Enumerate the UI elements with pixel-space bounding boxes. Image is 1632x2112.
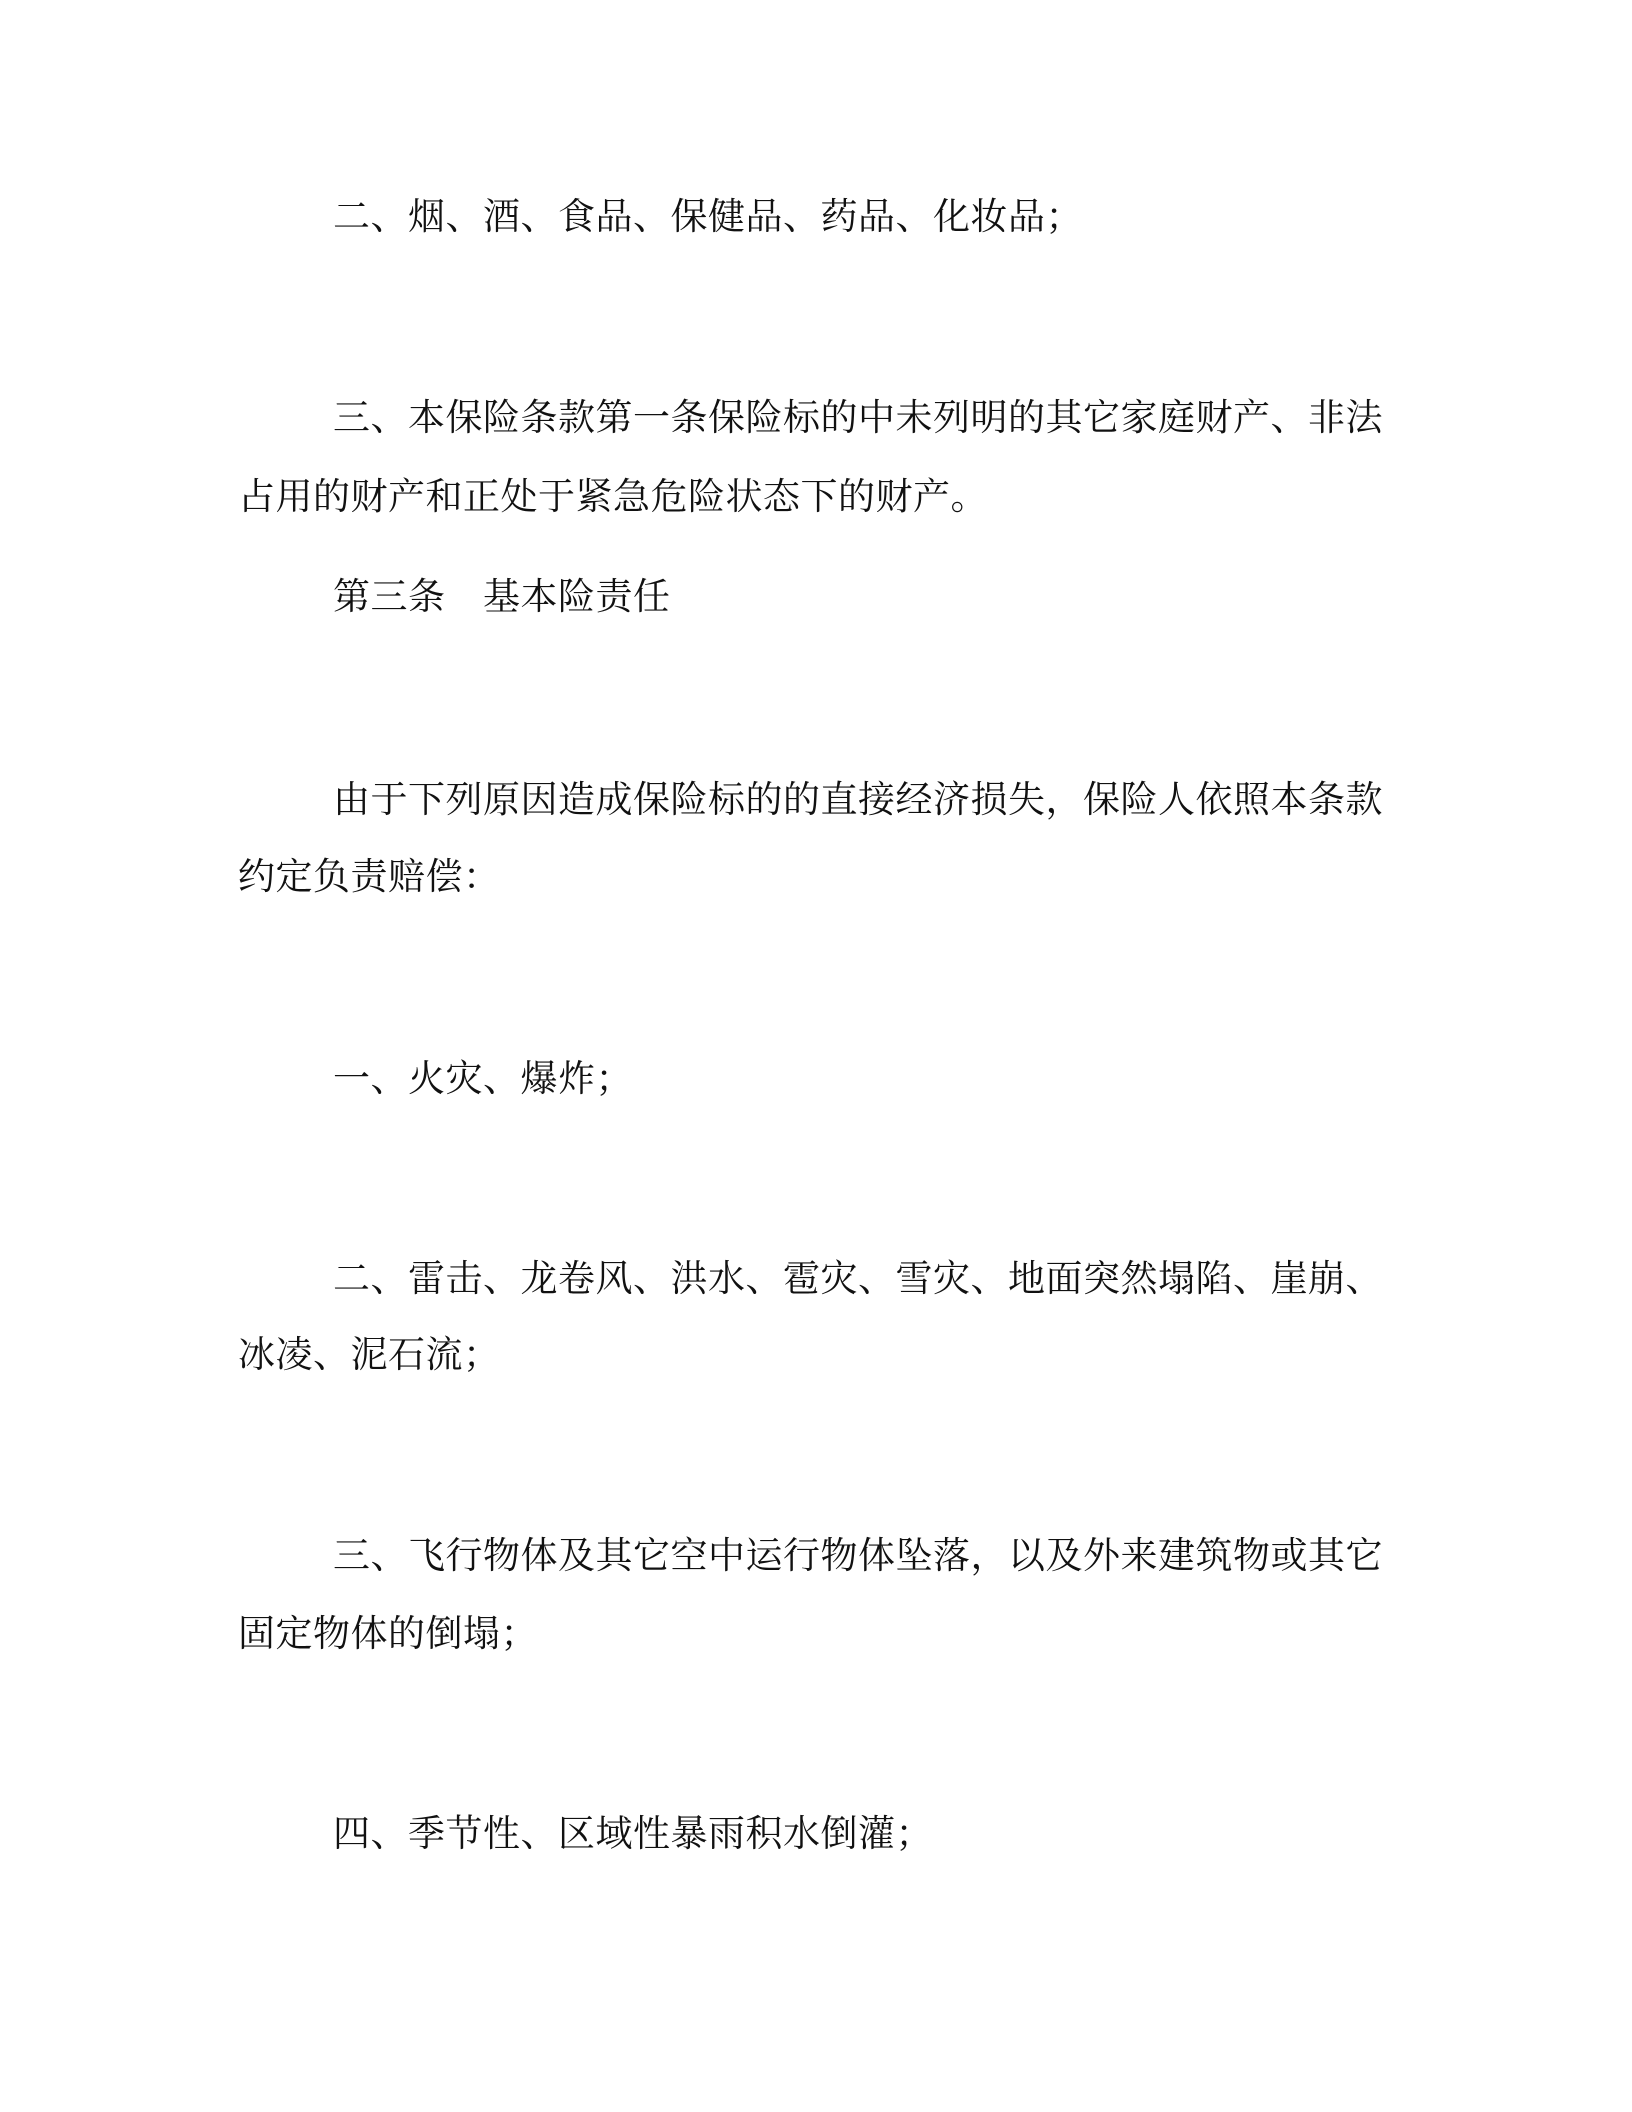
liability-item-4: 四、季节性、区域性暴雨积水倒灌； — [333, 1812, 933, 1855]
liability-item-1: 一、火灾、爆炸； — [333, 1057, 633, 1100]
article-3-intro-line-1: 由于下列原因造成保险标的的直接经济损失，保险人依照本条款 — [333, 778, 1383, 821]
liability-item-2-line-2: 冰凌、泥石流； — [238, 1333, 501, 1376]
article-3-intro-line-2: 约定负责赔偿： — [238, 855, 501, 898]
clause-item-2-exclusions: 二、烟、酒、食品、保健品、药品、化妆品； — [333, 195, 1083, 238]
liability-item-3-line-2: 固定物体的倒塌； — [238, 1612, 538, 1655]
clause-item-3-line-1: 三、本保险条款第一条保险标的中未列明的其它家庭财产、非法 — [333, 396, 1383, 439]
liability-item-3-line-1: 三、飞行物体及其它空中运行物体坠落，以及外来建筑物或其它 — [333, 1534, 1383, 1577]
clause-item-3-line-2: 占用的财产和正处于紧急危险状态下的财产。 — [238, 475, 988, 518]
article-3-heading: 第三条 基本险责任 — [333, 575, 671, 618]
liability-item-2-line-1: 二、雷击、龙卷风、洪水、雹灾、雪灾、地面突然塌陷、崖崩、 — [333, 1257, 1383, 1300]
